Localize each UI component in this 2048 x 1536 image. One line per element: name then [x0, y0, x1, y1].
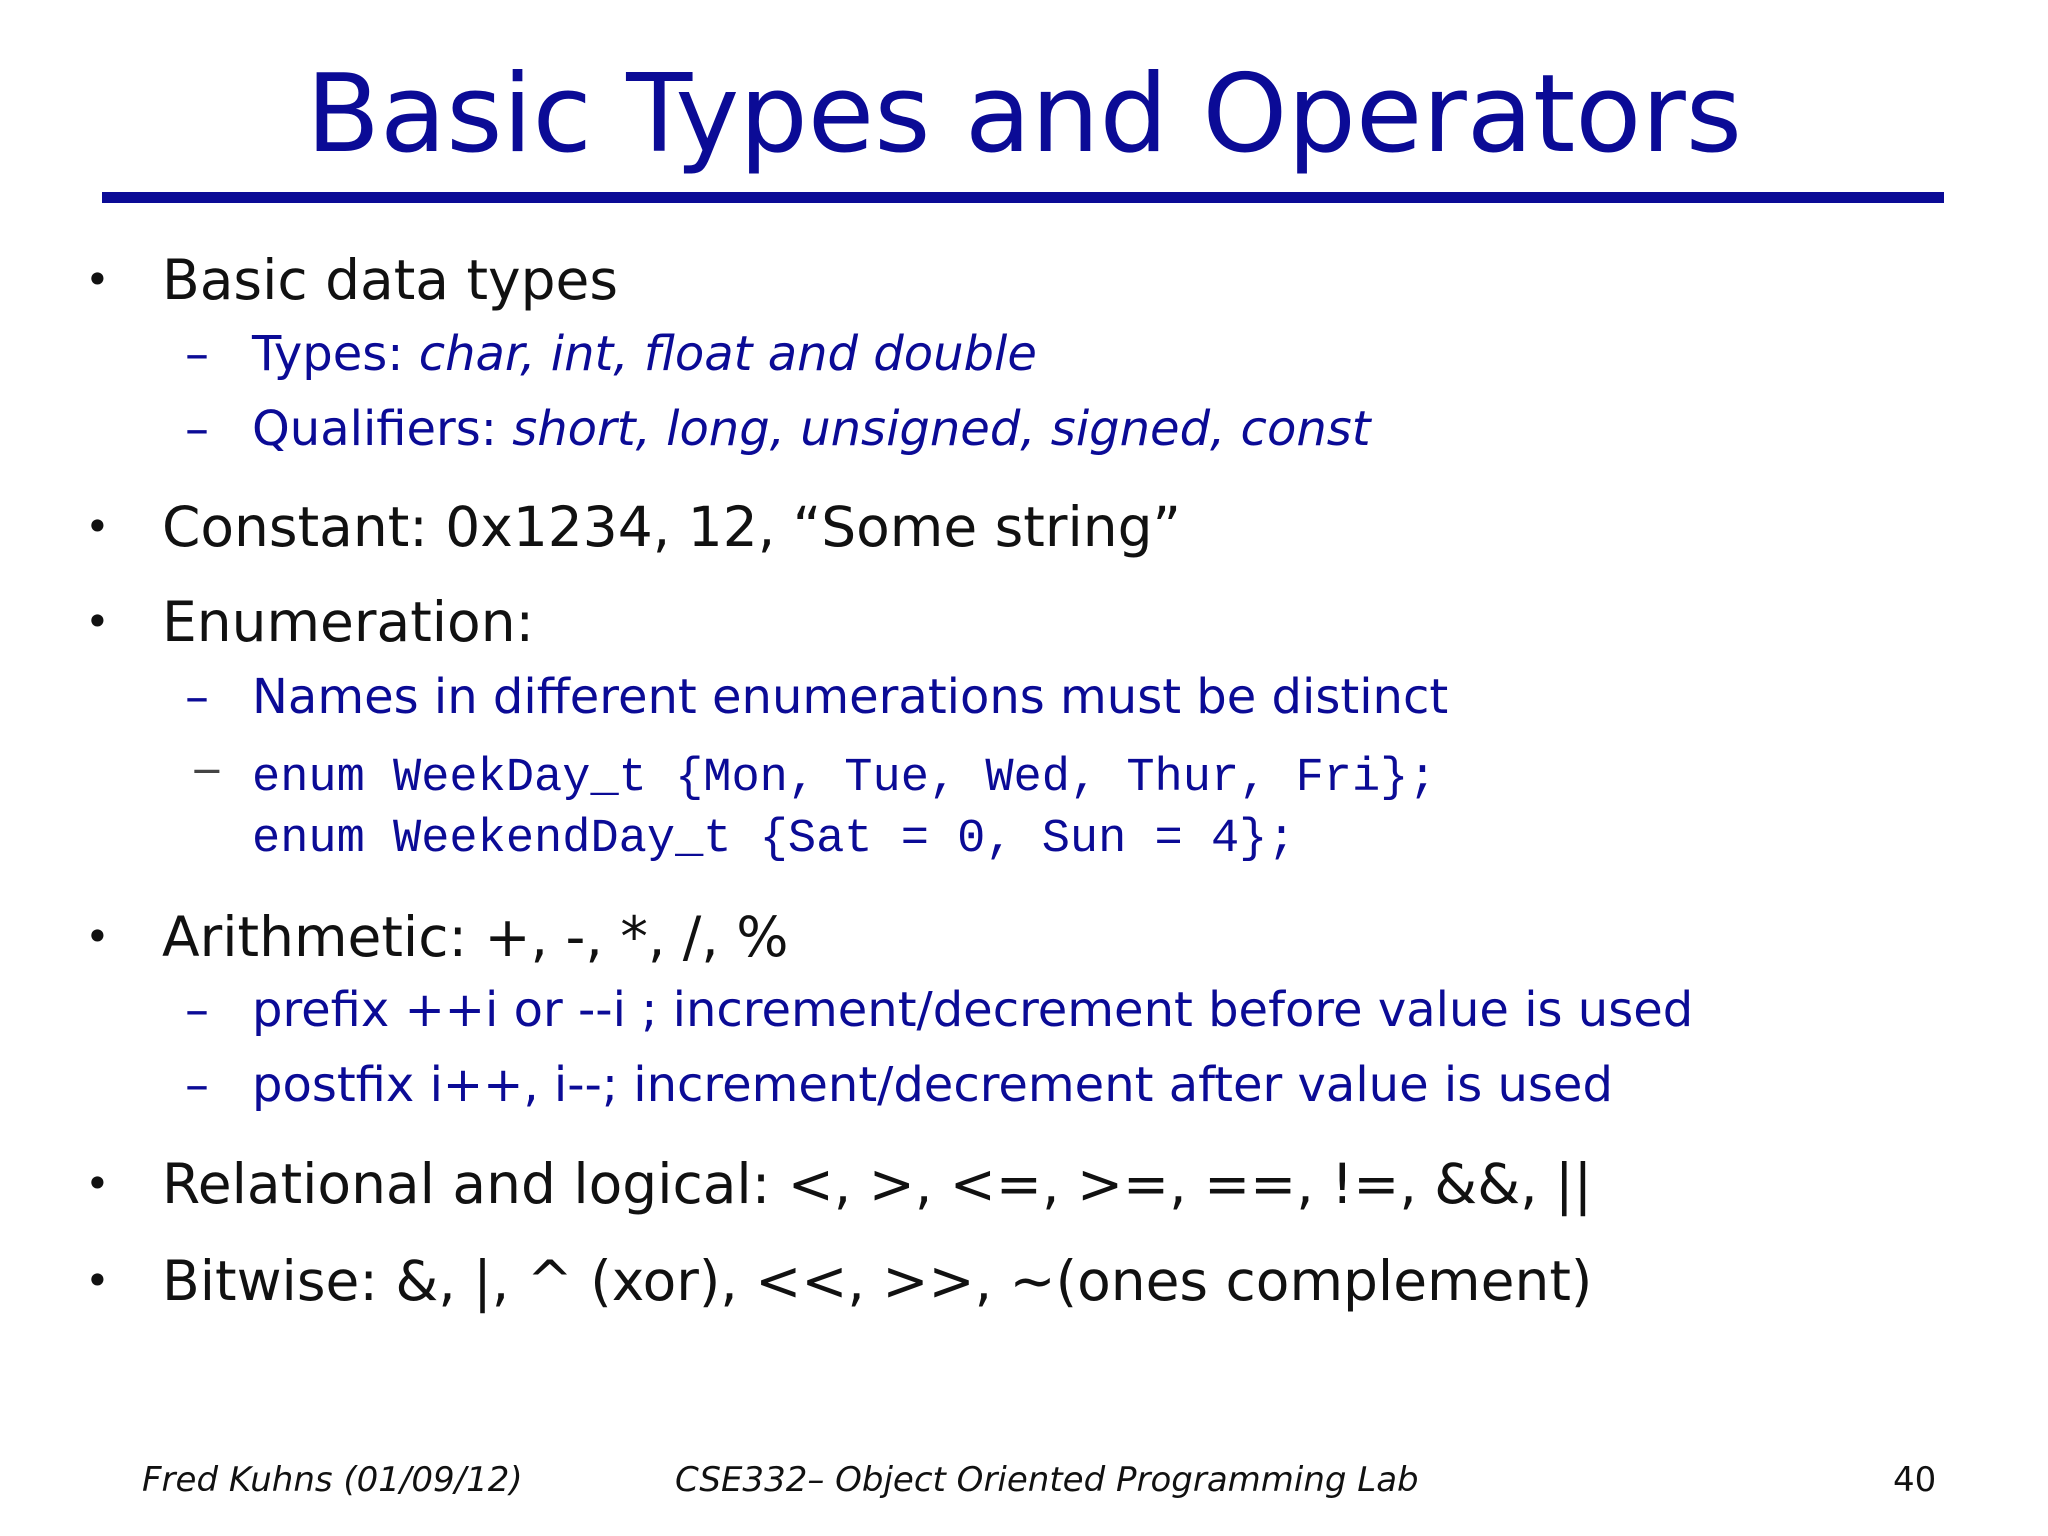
bullet-icon: • — [85, 502, 110, 551]
dash-icon: – — [185, 669, 209, 725]
subitem-enum-names: Names in different enumerations must be distinct — [252, 669, 1449, 725]
subitem-emphasis: short, long, unsigned, signed, const — [512, 401, 1371, 457]
footer-page-number: 40 — [1893, 1460, 1937, 1500]
code-line-weekday: enum WeekDay_t {Mon, Tue, Wed, Thur, Fri}; — [252, 752, 1437, 805]
dash-icon: – — [185, 1057, 209, 1113]
title-underline — [102, 192, 1944, 203]
code-line-weekend: enum WeekendDay_t {Sat = 0, Sun = 4}; — [252, 813, 1296, 866]
bullet-icon: • — [85, 1159, 110, 1208]
subitem-label: Qualifiers: — [252, 401, 513, 457]
bullet-constant: Constant: 0x1234, 12, “Some string” — [162, 495, 1182, 559]
bullet-icon: • — [85, 255, 110, 304]
dash-icon: – — [185, 326, 209, 382]
bullet-enumeration: Enumeration: — [162, 590, 535, 654]
subitem-emphasis: char, int, float and double — [418, 326, 1037, 382]
dash-icon: – — [185, 401, 209, 457]
dash-icon: – — [185, 982, 209, 1038]
bullet-icon: • — [85, 597, 110, 646]
subitem-prefix: prefix ++i or --i ; increment/decrement before value is used — [252, 982, 1694, 1038]
footer-course: CSE332– Object Oriented Programming Lab — [675, 1460, 1419, 1500]
bullet-arithmetic: Arithmetic: +, -, *, /, % — [162, 905, 789, 969]
dash-icon: − — [190, 748, 224, 794]
slide-title: Basic Types and Operators — [305, 52, 1743, 177]
subitem-label: Types: — [252, 326, 419, 382]
bullet-relational-logical: Relational and logical: <, >, <=, >=, ==, !=, &&, || — [162, 1152, 1593, 1216]
bullet-icon: • — [85, 1256, 110, 1305]
subitem-qualifiers — [252, 401, 1371, 457]
bullet-icon: • — [85, 912, 110, 961]
footer-author: Fred Kuhns (01/09/12) — [142, 1460, 523, 1500]
bullet-basic-data-types: Basic data types — [162, 248, 618, 312]
subitem-postfix: postfix i++, i--; increment/decrement after value is used — [252, 1057, 1613, 1113]
bullet-bitwise: Bitwise: &, |, ^ (xor), <<, >>, ~(ones complement) — [162, 1249, 1593, 1313]
subitem-types — [252, 326, 1037, 382]
